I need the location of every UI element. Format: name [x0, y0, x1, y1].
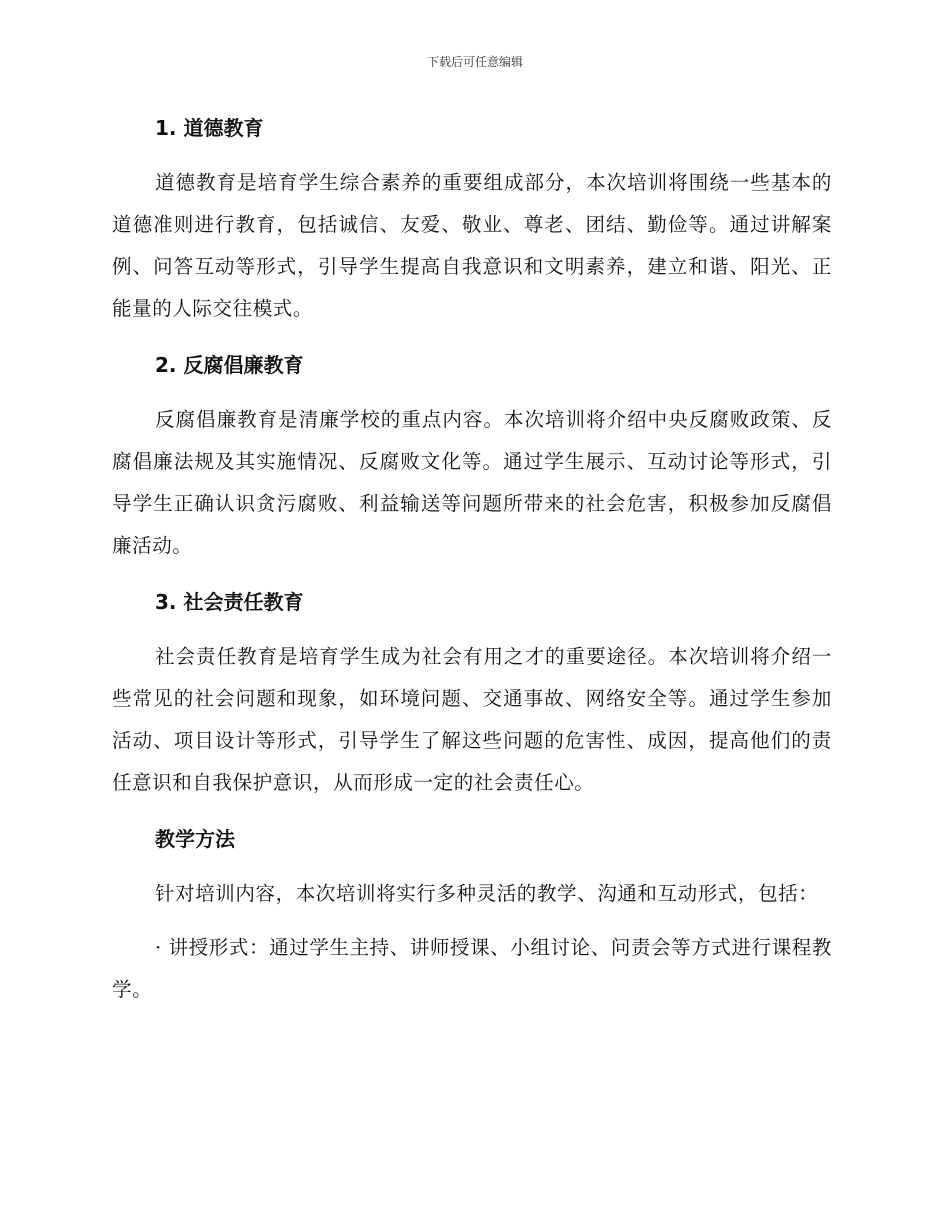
section-heading-teaching-methods: 教学方法 [155, 827, 235, 851]
section-heading-social-responsibility: 3. 社会责任教育 [155, 590, 304, 614]
section-paragraph-social-responsibility: 社会责任教育是培育学生成为社会有用之才的重要途径。本次培训将介绍一些常见的社会问题和现象，如环境问题、交通事故、网络安全等。通过学生参加活动、项目设计等形式，引导学生了解这些问题的危害性、成因，提高他们的责任意识和自我保护意识，从而形成一定的社会责任心。 [112, 645, 832, 794]
document-body [112, 111, 832, 1011]
bullet-item-lecture-format: · 讲授形式：通过学生主持、讲师授课、小组讨论、问责会等方式进行课程教学。 [112, 936, 832, 1001]
section-paragraph-teaching-methods: 针对培训内容，本次培训将实行多种灵活的教学、沟通和互动形式，包括： [155, 882, 819, 905]
section-paragraph-anti-corruption: 反腐倡廉教育是清廉学校的重点内容。本次培训将介绍中央反腐败政策、反腐倡廉法规及其实施情况、反腐败文化等。通过学生展示、互动讨论等形式，引导学生正确认识贪污腐败、利益输送等问题所带来的社会危害，积极参加反腐倡廉活动。 [112, 408, 832, 557]
page-header-note: 下载后可任意编辑 [426, 55, 523, 69]
section-paragraph-moral-education: 道德教育是培育学生综合素养的重要组成部分，本次培训将围绕一些基本的道德准则进行教育，包括诚信、友爱、敬业、尊老、团结、勤俭等。通过讲解案例、问答互动等形式，引导学生提高自我意识和文明素养，建立和谐、阳光、正能量的人际交往模式。 [112, 171, 832, 320]
section-heading-anti-corruption: 2. 反腐倡廉教育 [155, 353, 304, 377]
section-heading-moral-education: 1. 道德教育 [155, 116, 264, 140]
